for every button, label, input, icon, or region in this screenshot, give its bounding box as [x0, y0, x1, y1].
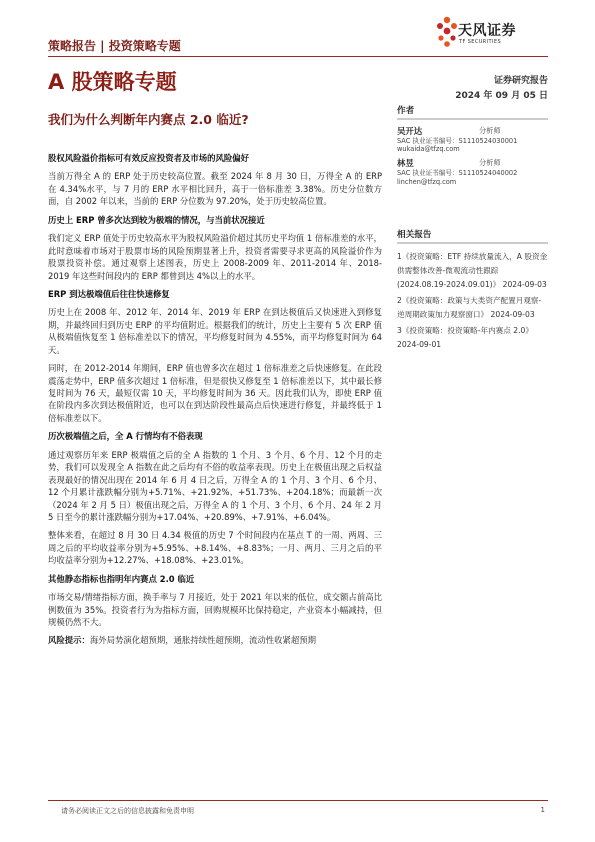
paragraph: 通过观察历年来 ERP 极端值之后的全 A 指数的 1 个月、3 个月、6 个月、12 个月的走势，我们可以发现全 A 指数在此之后均有不俗的收益率表现。历史上在极值出现之后权益表现最好的情况出现在 2014 年 6 月 4 日之后，万得全 A 的 1 个月、3 个月、6 个月、12 个月累计涨跌幅分别为+5.71%、+21.92%、+51.73%、+204.18%；而最新一次（2024 年 2 月 5 日）极值出现之后，万得全 A 的 1 个月、3 个月、6 个月、24 年 2 月 5 日至今的累计涨跌幅分别为+17.04%、+20.89%、+7.91%、+6.04%。: [48, 449, 382, 522]
paragraph: 历史上在 2008 年、2012 年、2014 年、2019 年 ERP 在到达极值后又快速进入到修复期，并最终回归到历史 ERP 的平均值附近。根据我们的统计，历史上主要有 5 次 ERP 值从极端值恢复至 1 倍标准差以下的情况，平均修复时间为 4.55%，而平均修复时间为 64 天。: [48, 307, 382, 355]
report-type: 策略报告 | 投资策略专题: [48, 39, 181, 53]
section-heading: 历史上 ERP 曾多次达到较为极端的情况，与当前状况接近: [48, 214, 265, 225]
analyst-name: 吴开达: [397, 126, 423, 136]
paragraph: 市场交易/情绪指标方面，换手率与 7 月接近，处于 2021 年以来的低位，成交额占前高比例数值为 35%。投资者行为为指标方面，回购规模环比保持稳定，产业资本小幅减持，但规模仍然不大。: [48, 592, 382, 627]
logo-mark-icon: [436, 14, 458, 50]
related-reports-panel: [397, 228, 548, 354]
related-report-link[interactable]: 3《投资策略：投资策略-年内赛点 2.0》 2024-09-01: [397, 326, 533, 350]
footer-divider: [48, 800, 548, 801]
paragraph: 整体来看，在超过 8 月 30 日 4.34 极值的历史 7 个时间段内在基点 T 的一周、两周、三周之后的平均收益率分别为+5.95%、+8.14%、+8.83%；一月、两月、三月之后的平均收益率分别为+12.27%、+18.08%、+23.01%。: [48, 530, 382, 566]
authors-heading: 作者: [397, 104, 548, 120]
section-heading: ERP 到达极端值后往往快速修复: [48, 288, 170, 299]
logo-text: 天风证券: [458, 23, 516, 39]
section-heading: 其他静态指标也指明年内赛点 2.0 临近: [48, 573, 195, 584]
section-heading: 历次极端值之后，全 A 行情均有不俗表现: [48, 431, 203, 442]
report-label: 证券研究报告: [493, 76, 548, 86]
related-report-link[interactable]: 1《投资策略：ETF 持续放量流入，A 股资金供需整体改善-微观流动性跟踪 (2024.08.19-2024.09.01)》 2024-09-03: [397, 252, 548, 290]
related-heading: 相关报告: [397, 228, 548, 244]
analyst-email[interactable]: linchen@tfzq.com: [397, 177, 457, 186]
analyst-email[interactable]: wukaida@tfzq.com: [397, 145, 460, 154]
section-heading: 股权风险溢价指标可有效反应投资者及市场的风险偏好: [48, 153, 249, 163]
risk-warning: [48, 634, 382, 646]
main-content: [48, 152, 382, 653]
report-subtitle: 我们为什么判断年内赛点 2.0 临近?: [48, 112, 249, 127]
authors-panel: [397, 104, 548, 190]
page-title: A 股策略专题: [48, 70, 177, 94]
analyst-sac: SAC 执业证书编号：S1110524030001: [397, 136, 518, 145]
header-divider: [48, 56, 548, 57]
paragraph: 当前万得全 A 的 ERP 处于历史较高位置。截至 2024 年 8 月 30 日，万得全 A 的 ERP 在 4.34%水平，与 7 月的 ERP 水平相比回升，高于一倍标准差 3.38%。历史分位数方面，自 2002 年以来，当前的 ERP 分位数为 97.20%，处于历史较高位置。: [48, 171, 382, 207]
risk-text: 海外局势演化超预期，通胀持续性超预期，流动性收紧超预期: [89, 635, 316, 646]
analyst-sac: SAC 执业证书编号：S1110524040002: [397, 168, 518, 177]
report-date: 2024 年 09 月 05 日: [455, 91, 548, 101]
footer-disclaimer: 请务必阅读正文之后的信息披露和免责申明: [61, 807, 194, 815]
paragraph: 同时，在 2012-2014 年期间，ERP 值也曾多次在超过 1 倍标准差之后快速修复。在此段震荡走势中，ERP 值多次超过 1 倍标准，但是很快又修复至 1 倍标准差以下，其中最长修复时间为 76 天，最短仅需 10 天，平均修复时间为 36 天。因此我们认为，即使 ERP 值在阶段内多次到达极值附近，也可以在到达阶段性最高点后快速进行修复，并最终低于 1 倍标准差以下。: [48, 363, 382, 423]
analyst-name: 林昱: [397, 158, 414, 169]
logo-subtext: TF SECURITIES: [459, 39, 502, 45]
related-report-link[interactable]: 2《投资策略：政策与大类资产配置月观察-逆周期政策加力观察窗口》 2024-09-03: [397, 296, 542, 320]
risk-label: 风险提示：: [48, 635, 90, 646]
company-logo: [436, 14, 548, 50]
analyst-role: 分析师: [479, 126, 501, 135]
analyst-card: [397, 158, 548, 186]
analyst-role: 分析师: [479, 158, 501, 168]
analyst-card: [397, 126, 548, 154]
page-number: 1: [540, 806, 545, 814]
paragraph: 我们定义 ERP 值处于历史较高水平为股权风险溢价超过其历史平均值 1 倍标准差的水平，此时意味着市场对于股票市场的风险预期显著上升，投资者需要寻求更高的风险溢价作为股票投资补偿。通过观察上述图表，历史上 2008-2009 年、2011-2014 年、2018-2019 年这些时间段内的 ERP 都曾到达 4%以上的水平。: [48, 233, 382, 281]
